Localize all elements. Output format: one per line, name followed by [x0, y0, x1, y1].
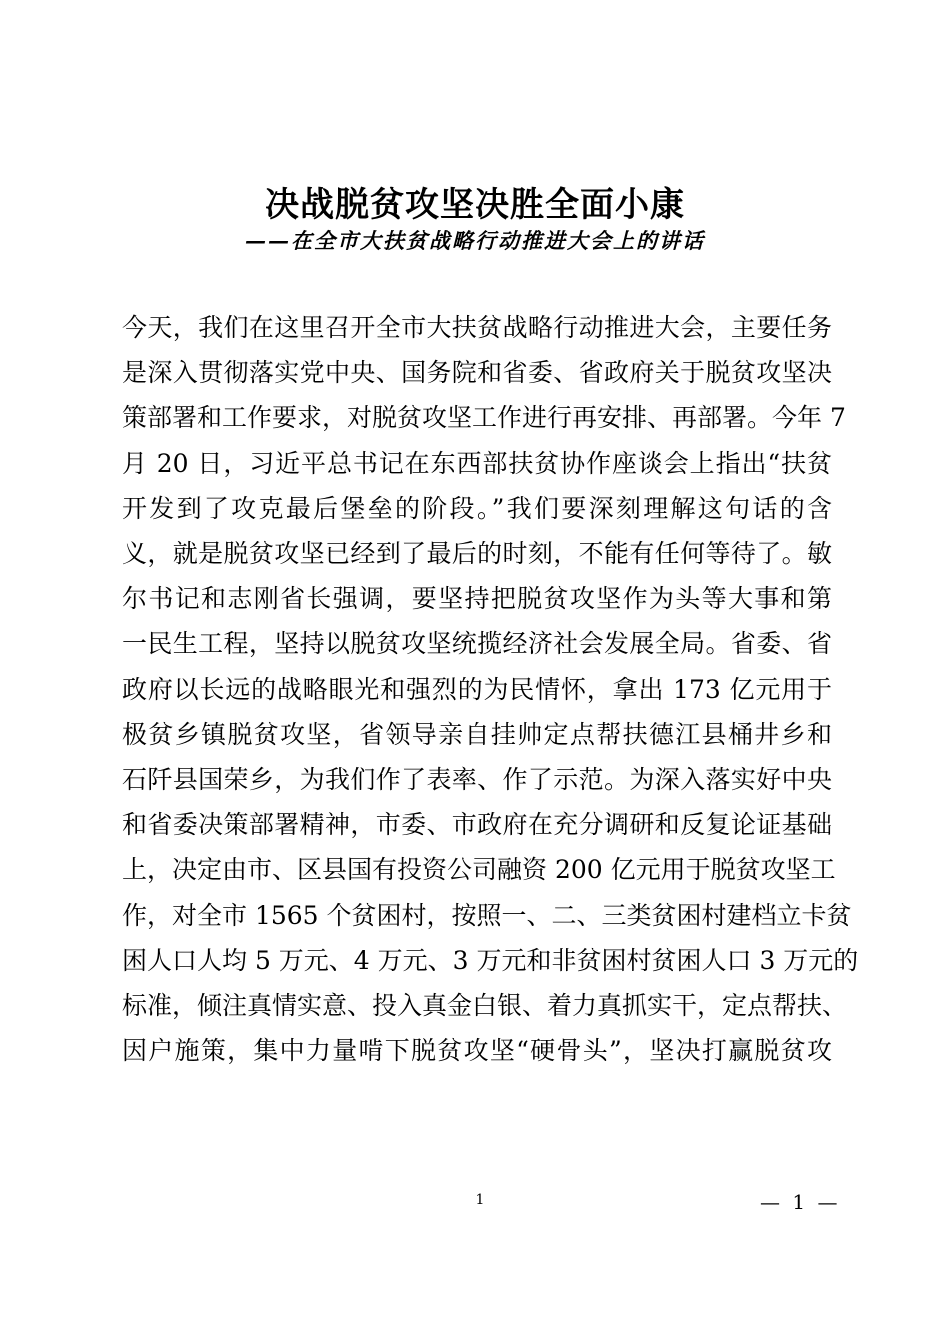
body-line: 石阡县国荣乡，为我们作了表率、作了示范。为深入落实好中央: [122, 765, 832, 795]
body-line: 开发到了攻克最后堡垒的阶段。”我们要深刻理解这句话的含: [122, 493, 832, 523]
body-line: 今天，我们在这里召开全市大扶贫战略行动推进大会，主要任务: [122, 313, 832, 342]
body-line: 是深入贯彻落实党中央、国务院和省委、省政府关于脱贫攻坚决: [122, 358, 832, 388]
page-number-right: — 1 —: [760, 1190, 841, 1214]
body-line: 月 20 日，习近平总书记在东西部扶贫协作座谈会上指出“扶贫: [122, 448, 832, 478]
body-line: 极贫乡镇脱贫攻坚，省领导亲自挂帅定点帮扶德江县桶井乡和: [122, 719, 832, 749]
document-subtitle: ——在全市大扶贫战略行动推进大会上的讲话: [245, 228, 705, 253]
body-paragraph: [122, 305, 859, 1073]
document-title: 决战脱贫攻坚决胜全面小康: [265, 185, 685, 225]
body-line: 义，就是脱贫攻坚已经到了最后的时刻，不能有任何等待了。敏: [122, 539, 832, 569]
body-line: 上，决定由市、区县国有投资公司融资 200 亿元用于脱贫攻坚工: [122, 855, 836, 885]
body-line: 标准，倾注真情实意、投入真金白银、着力真抓实干，定点帮扶、: [122, 991, 848, 1021]
body-line: 作，对全市 1565 个贫困村，按照一、二、三类贫困村建档立卡贫: [122, 900, 852, 930]
body-line: 因户施策，集中力量啃下脱贫攻坚“硬骨头”，坚决打赢脱贫攻: [122, 1036, 832, 1066]
body-line: 困人口人均 5 万元、4 万元、3 万元和非贫困村贫困人口 3 万元的: [122, 945, 859, 975]
body-line: 尔书记和志刚省长强调，要坚持把脱贫攻坚作为头等大事和第: [122, 584, 832, 614]
body-line: 和省委决策部署精神，市委、市政府在充分调研和反复论证基础: [122, 810, 832, 840]
body-line: 一民生工程，坚持以脱贫攻坚统揽经济社会发展全局。省委、省: [122, 629, 832, 659]
page-number-center: 1: [475, 1192, 485, 1208]
body-line: 策部署和工作要求，对脱贫攻坚工作进行再安排、再部署。今年 7: [122, 403, 846, 433]
body-line: 政府以长远的战略眼光和强烈的为民情怀，拿出 173 亿元用于: [122, 674, 832, 704]
